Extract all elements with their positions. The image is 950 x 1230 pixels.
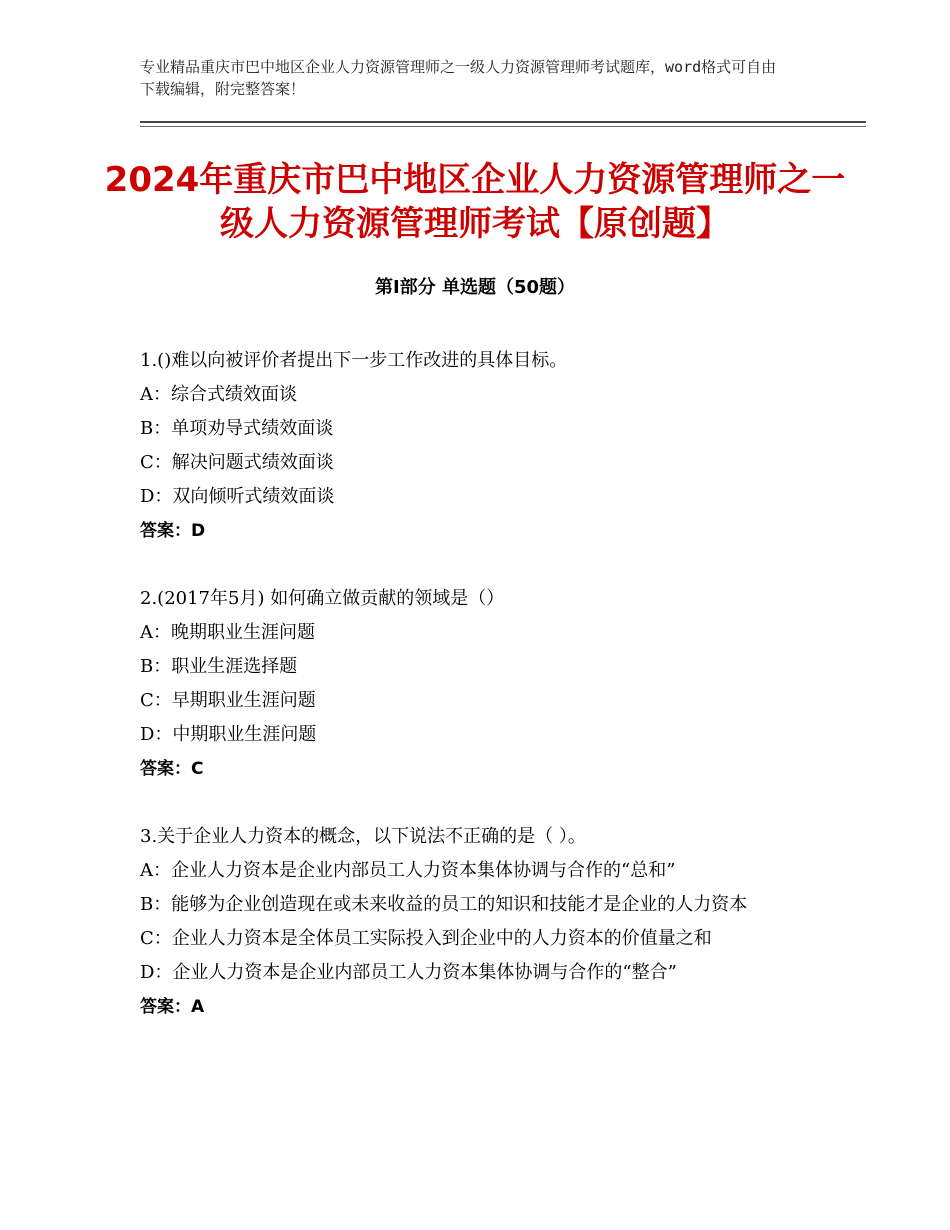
option-a: A：综合式绩效面谈 [140, 384, 297, 405]
option-c: C：早期职业生涯问题 [140, 690, 316, 711]
question-stem: 3.关于企业人力资本的概念，以下说法不正确的是（ ）。 [140, 826, 586, 847]
header-divider-thin [140, 126, 866, 127]
option-d: D：双向倾听式绩效面谈 [140, 486, 335, 507]
option-b: B：职业生涯选择题 [140, 656, 298, 677]
question-stem: 1.()难以向被评价者提出下一步工作改进的具体目标。 [140, 350, 568, 371]
option-b: B：能够为企业创造现在或未来收益的员工的知识和技能才是企业的人力资本 [140, 894, 748, 915]
section-heading: 第Ⅰ部分 单选题（50题） [374, 277, 575, 298]
header-note: 专业精品重庆市巴中地区企业人力资源管理师之一级人力资源管理师考试题库，word格式可自由下载编辑，附完整答案！ [140, 58, 777, 98]
option-d: D：中期职业生涯问题 [140, 724, 317, 745]
question-2 [140, 582, 820, 786]
option-b: B：单项劝导式绩效面谈 [140, 418, 334, 439]
answer: 答案：C [140, 759, 204, 779]
header-divider-thick [140, 121, 866, 123]
option-c: C：解决问题式绩效面谈 [140, 452, 334, 473]
option-a: A：晚期职业生涯问题 [140, 622, 315, 643]
document-title: 2024年重庆市巴中地区企业人力资源管理师之一级人力资源管理师考试【原创题】 [104, 160, 846, 244]
option-c: C：企业人力资本是全体员工实际投入到企业中的人力资本的价值量之和 [140, 928, 712, 949]
option-d: D：企业人力资本是企业内部员工人力资本集体协调与合作的“整合” [140, 962, 677, 983]
answer: 答案：A [140, 997, 205, 1017]
option-a: A：企业人力资本是企业内部员工人力资本集体协调与合作的“总和” [140, 860, 676, 881]
answer: 答案：D [140, 521, 206, 541]
question-1 [140, 344, 820, 548]
question-3 [140, 820, 820, 1024]
question-stem: 2.(2017年5月) 如何确立做贡献的领域是（） [140, 588, 505, 609]
question-list [140, 344, 820, 1058]
